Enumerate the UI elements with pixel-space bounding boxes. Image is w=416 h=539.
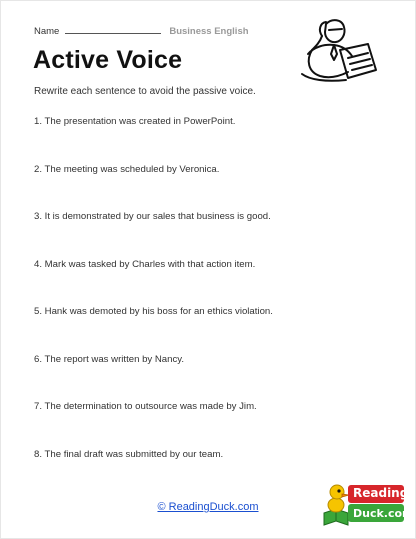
readingduck-link[interactable]: © ReadingDuck.com xyxy=(157,501,259,513)
instructions: Rewrite each sentence to avoid the passive voice. xyxy=(34,86,256,97)
logo-text-duck: Duck.com xyxy=(353,507,414,520)
logo-text-reading: Reading xyxy=(353,486,409,500)
name-blank-line xyxy=(65,25,161,34)
businessman-reading-icon xyxy=(296,14,382,84)
question-item: 6. The report was written by Nancy. xyxy=(34,353,185,365)
question-item: 8. The final draft was submitted by our team. xyxy=(34,448,224,460)
subject-label: Business English xyxy=(169,26,249,37)
worksheet-title: Active Voice xyxy=(33,46,183,74)
question-item: 5. Hank was demoted by his boss for an ethics violation. xyxy=(34,306,273,317)
name-row xyxy=(34,25,249,37)
reading-duck-logo xyxy=(322,479,414,529)
question-list xyxy=(34,116,374,496)
question-item: 3. It is demonstrated by our sales that business is good. xyxy=(34,211,271,222)
question-item: 4. Mark was tasked by Charles with that action item. xyxy=(34,258,256,270)
question-item: 1. The presentation was created in PowerPoint. xyxy=(34,116,236,127)
name-label: Name xyxy=(34,26,60,37)
question-item: 7. The determination to outsource was made by Jim. xyxy=(34,401,257,412)
question-item: 2. The meeting was scheduled by Veronica. xyxy=(34,163,220,175)
